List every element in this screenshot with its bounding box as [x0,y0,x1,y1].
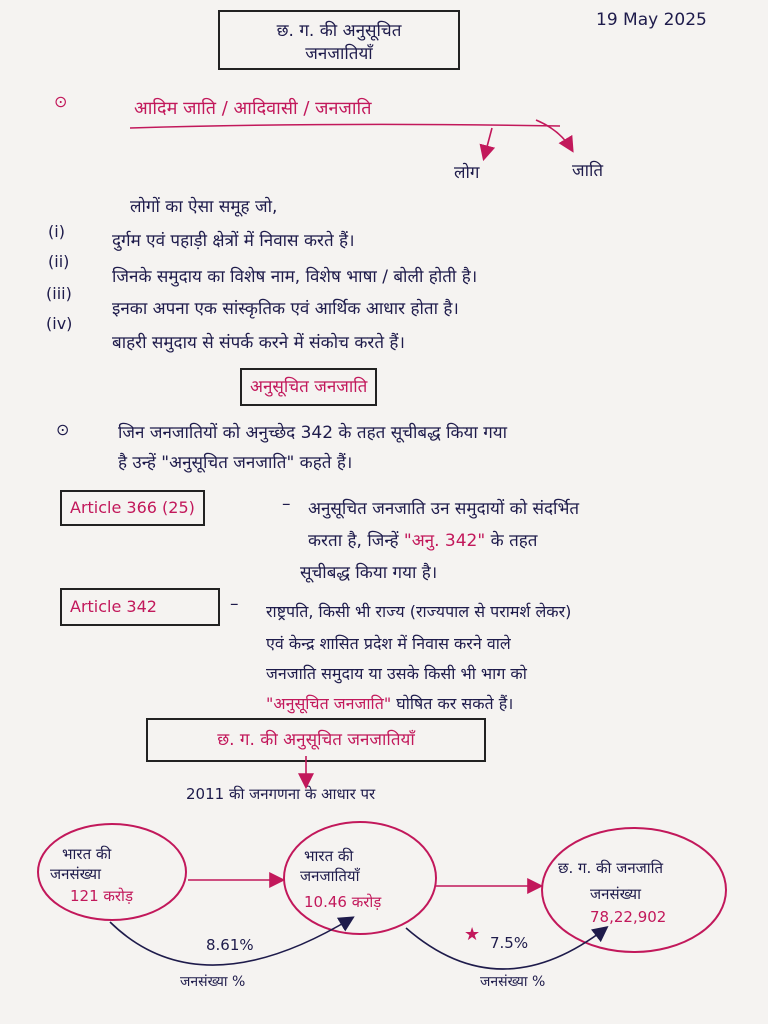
point-text-1: दुर्गम एवं पहाड़ी क्षेत्रों में निवास करते हैं। [112,231,355,251]
circle2-line2: जनजातियाँ [300,867,360,885]
pct2-label: जनसंख्या % [480,974,546,990]
branch-left-label: लोग [454,163,480,183]
section2-heading: अनुसूचित जनजाति [240,368,377,406]
bullet-2: ⊙ [56,420,70,439]
article366-line2-b: "अनु. 342" [403,531,486,551]
article366-line1: अनुसूचित जनजाति उन समुदायों को संदर्भित [308,499,580,519]
point-num-3: (iii) [46,284,72,303]
point-text-2: जिनके समुदाय का विशेष नाम, विशेष भाषा / बोली होती है। [112,267,478,287]
branch-arrow-right [536,120,572,150]
point-num-1: (i) [48,222,65,241]
article366-line3: सूचीबद्ध किया गया है। [300,563,438,583]
point-text-4: बाहरी समुदाय से संपर्क करने में संकोच करते हैं। [112,333,405,353]
article342-line4-a: "अनुसूचित जनजाति" [266,694,392,713]
point-text-3: इनका अपना एक सांस्कृतिक एवं आर्थिक आधार होता है। [112,299,459,319]
article342-dash: – [230,594,239,614]
circle3-line2: जनसंख्या [590,885,641,903]
heading-underline [130,124,560,128]
branch-right-label: जाति [572,161,604,181]
circle3-value: 78,22,902 [590,908,667,926]
article342-line2: एवं केन्द्र शासित प्रदेश में निवास करने वाले [266,634,511,653]
star-icon: ★ [464,924,481,945]
circle1-value: 121 करोड़ [70,887,133,905]
article366-label: Article 366 (25) [60,490,205,526]
pct2-value: 7.5% [490,934,529,952]
section2-line2: है उन्हें "अनुसूचित जनजाति" कहते हैं। [118,453,353,473]
section3-heading: छ. ग. की अनुसूचित जनजातियाँ [146,718,486,762]
circle3-line1: छ. ग. की जनजाति [558,859,664,877]
circle1-line1: भारत की [62,845,112,863]
circle1-line2: जनसंख्या [50,865,101,883]
section1-heading: आदिम जाति / आदिवासी / जनजाति [134,98,372,119]
article342-line1: राष्ट्रपति, किसी भी राज्य (राज्यपाल से परामर्श लेकर) [266,602,572,621]
point-num-4: (iv) [46,314,73,333]
title-line1: छ. ग. की अनुसूचित [276,21,402,41]
pct1-value: 8.61% [206,936,254,954]
bullet-1: ⊙ [54,92,68,111]
pct1-label: जनसंख्या % [180,974,246,990]
article366-line2-c: के तहत [490,531,538,551]
circle2-line1: भारत की [304,847,354,865]
article342-line3: जनजाति समुदाय या उसके किसी भी भाग को [266,664,527,683]
title-line2: जनजातियाँ [305,44,373,64]
circle2-value: 10.46 करोड़ [304,893,382,911]
section2-line1: जिन जनजातियों को अनुच्छेद 342 के तहत सूचीबद्ध किया गया [118,423,508,443]
article342-line4-b: घोषित कर सकते हैं। [396,694,514,713]
branch-arrow-left [484,128,492,158]
article342-label: Article 342 [60,588,220,626]
date: 19 May 2025 [596,10,707,30]
article366-line2-a: करता है, जिन्हें [308,531,399,551]
point-num-2: (ii) [48,252,70,271]
article366-dash: – [282,494,291,514]
intro-line: लोगों का ऐसा समूह जो, [130,197,278,217]
census-line: 2011 की जनगणना के आधार पर [186,785,376,803]
